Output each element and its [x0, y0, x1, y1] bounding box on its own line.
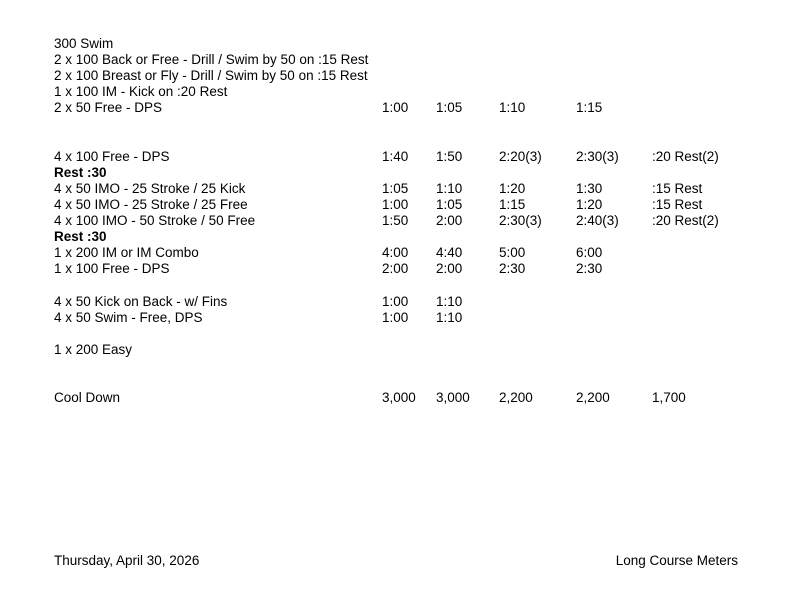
interval-col-4: 2:30(3) — [576, 148, 619, 164]
interval-col-1: 1:00 — [382, 309, 409, 325]
interval-col-5: :20 Rest(2) — [652, 148, 719, 164]
spacer-row — [54, 358, 754, 374]
interval-col-5: :20 Rest(2) — [652, 213, 719, 229]
set-description: 4 x 100 Free - DPS — [54, 148, 170, 164]
interval-col-3: 2:20(3) — [499, 148, 542, 164]
interval-col-2: 4:40 — [436, 245, 463, 261]
interval-col-3: 2,200 — [499, 390, 533, 406]
interval-col-4: 1:20 — [576, 196, 603, 212]
set-description: 4 x 50 Swim - Free, DPS — [54, 309, 203, 325]
spacer-row — [54, 326, 754, 342]
set-row — [54, 213, 754, 229]
set-description: 1 x 200 Easy — [54, 341, 133, 357]
set-description: 4 x 100 IMO - 50 Stroke / 50 Free — [54, 213, 256, 229]
interval-col-5: :15 Rest — [652, 180, 703, 196]
interval-col-3: 2:30 — [499, 261, 526, 277]
interval-col-2: 3,000 — [436, 390, 470, 406]
interval-col-2: 1:05 — [436, 196, 463, 212]
interval-col-4: 2,200 — [576, 390, 610, 406]
set-description: 2 x 100 Back or Free - Drill / Swim by 50 on :15 Rest — [54, 52, 369, 68]
footer-date: Thursday, April 30, 2026 — [54, 553, 200, 568]
rest-row — [54, 229, 754, 245]
interval-col-5: 1,700 — [652, 390, 686, 406]
set-row — [54, 52, 754, 68]
set-row — [54, 181, 754, 197]
interval-col-3: 1:20 — [499, 180, 526, 196]
footer-course-type: Long Course Meters — [615, 553, 738, 568]
set-description: 300 Swim — [54, 36, 114, 51]
set-description: 1 x 100 Free - DPS — [54, 261, 170, 277]
interval-col-2: 1:50 — [436, 148, 463, 164]
interval-col-1: 4:00 — [382, 245, 409, 261]
set-row — [54, 390, 754, 406]
set-description: Cool Down — [54, 390, 121, 406]
interval-col-3: 5:00 — [499, 245, 526, 261]
interval-col-2: 1:10 — [436, 180, 463, 196]
set-description: 2 x 100 Breast or Fly - Drill / Swim by 50 on :15 Rest — [54, 68, 368, 84]
set-row — [54, 197, 754, 213]
set-description: 4 x 50 IMO - 25 Stroke / 25 Kick — [54, 180, 246, 196]
set-row — [54, 68, 754, 84]
interval-col-2: 2:00 — [436, 261, 463, 277]
spacer-row — [54, 133, 754, 149]
set-row — [54, 310, 754, 326]
set-row — [54, 294, 754, 310]
set-description: 1 x 200 IM or IM Combo — [54, 245, 199, 261]
set-row — [54, 261, 754, 277]
set-row — [54, 36, 754, 52]
interval-col-2: 1:10 — [436, 309, 463, 325]
interval-col-5: :15 Rest — [652, 196, 703, 212]
interval-col-2: 2:00 — [436, 213, 463, 229]
interval-col-2: 1:05 — [436, 100, 463, 116]
set-description: Rest :30 — [54, 164, 107, 180]
set-description: 4 x 50 IMO - 25 Stroke / 25 Free — [54, 196, 248, 212]
interval-col-1: 1:40 — [382, 148, 409, 164]
interval-col-3: 1:15 — [499, 196, 526, 212]
set-description: Rest :30 — [54, 229, 107, 245]
set-row — [54, 100, 754, 116]
spacer-row — [54, 277, 754, 293]
set-description: 2 x 50 Free - DPS — [54, 100, 163, 116]
set-row — [54, 342, 754, 358]
interval-col-1: 1:05 — [382, 180, 409, 196]
rest-row — [54, 165, 754, 181]
interval-col-4: 6:00 — [576, 245, 603, 261]
interval-col-1: 1:00 — [382, 100, 409, 116]
interval-col-2: 1:10 — [436, 293, 463, 309]
interval-col-4: 1:15 — [576, 100, 603, 116]
interval-col-4: 2:40(3) — [576, 213, 619, 229]
interval-col-1: 1:00 — [382, 196, 409, 212]
set-row — [54, 84, 754, 100]
spacer-row — [54, 116, 754, 132]
set-description: 4 x 50 Kick on Back - w/ Fins — [54, 293, 228, 309]
interval-col-3: 2:30(3) — [499, 213, 542, 229]
interval-col-1: 1:50 — [382, 213, 409, 229]
set-row — [54, 149, 754, 165]
workout-table — [54, 36, 754, 406]
interval-col-3: 1:10 — [499, 100, 526, 116]
set-description: 1 x 100 IM - Kick on :20 Rest — [54, 84, 228, 100]
interval-col-1: 2:00 — [382, 261, 409, 277]
interval-col-1: 3,000 — [382, 390, 416, 406]
interval-col-4: 2:30 — [576, 261, 603, 277]
interval-col-1: 1:00 — [382, 293, 409, 309]
spacer-row — [54, 374, 754, 390]
interval-col-4: 1:30 — [576, 180, 603, 196]
set-row — [54, 245, 754, 261]
